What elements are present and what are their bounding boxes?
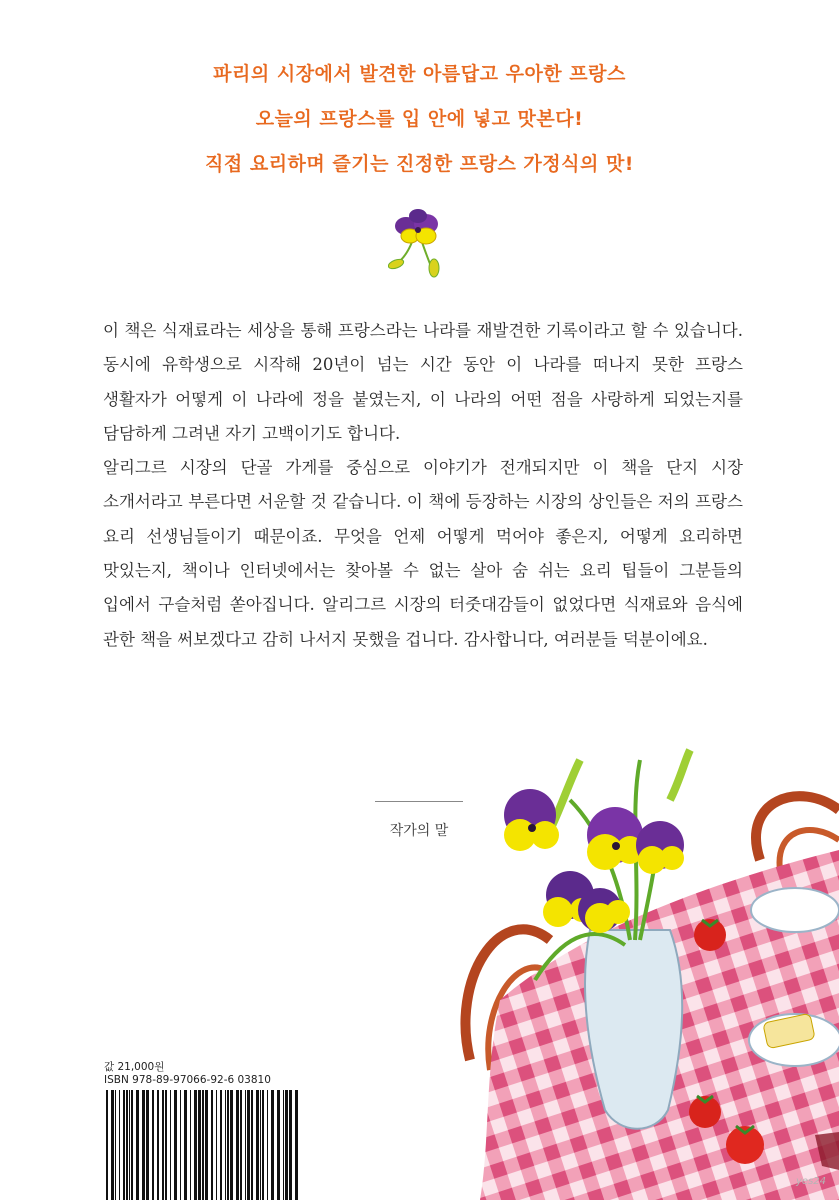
barcode-graphic <box>104 1090 304 1200</box>
pansy-flower-icon <box>388 208 446 280</box>
watermark: yes24 <box>796 1176 827 1187</box>
headline-block <box>0 52 839 187</box>
headline-line-2: 오늘의 프랑스를 입 안에 넣고 맛본다! <box>255 108 584 130</box>
body-text <box>103 314 743 657</box>
table-illustration <box>440 740 839 1200</box>
paragraph-1: 이 책은 식재료라는 세상을 통해 프랑스라는 나라를 재발견한 기록이라고 할 수 있습니다. 동시에 유학생으로 시작해 20년이 넘는 시간 동안 이 나라를 떠나지 못한 프랑스 생활자가 어떻게 이 나라에 정을 붙였는지, 이 나라의 어떤 점을 사랑하게 되었는지를 담담하게 그려낸 자기 고백이기도 합니다. <box>103 321 743 443</box>
headline-line-1: 파리의 시장에서 발견한 아름답고 우아한 프랑스 <box>213 63 626 85</box>
price: 값 21,000원 <box>104 1061 165 1073</box>
isbn: ISBN 978-89-97066-92-6 03810 <box>104 1074 271 1086</box>
price-block <box>104 1061 271 1087</box>
headline-line-3: 직접 요리하며 즐기는 진정한 프랑스 가정식의 맛! <box>205 153 634 175</box>
author-note: 작가의 말 <box>389 823 449 839</box>
paragraph-2: 알리그르 시장의 단골 가게를 중심으로 이야기가 전개되지만 이 책을 단지 시장 소개서라고 부른다면 서운할 것 같습니다. 이 책에 등장하는 시장의 상인들은 저의 프랑스 요리 선생님들이기 때문이죠. 무엇을 언제 어떻게 먹어야 좋은지, 어떻게 요리하면 맛있는지, 책이나 인터넷에서는 찾아볼 수 없는 살아 숨 쉬는 요리 팁들이 그분들의 입에서 구슬처럼 쏟아집니다. 알리그르 시장의 터줏대감들이 없었다면 식재료와 음식에 관한 책을 써보겠다고 감히 나서지 못했을 겁니다. 감사합니다, 여러분들 덕분이에요. <box>103 458 743 649</box>
